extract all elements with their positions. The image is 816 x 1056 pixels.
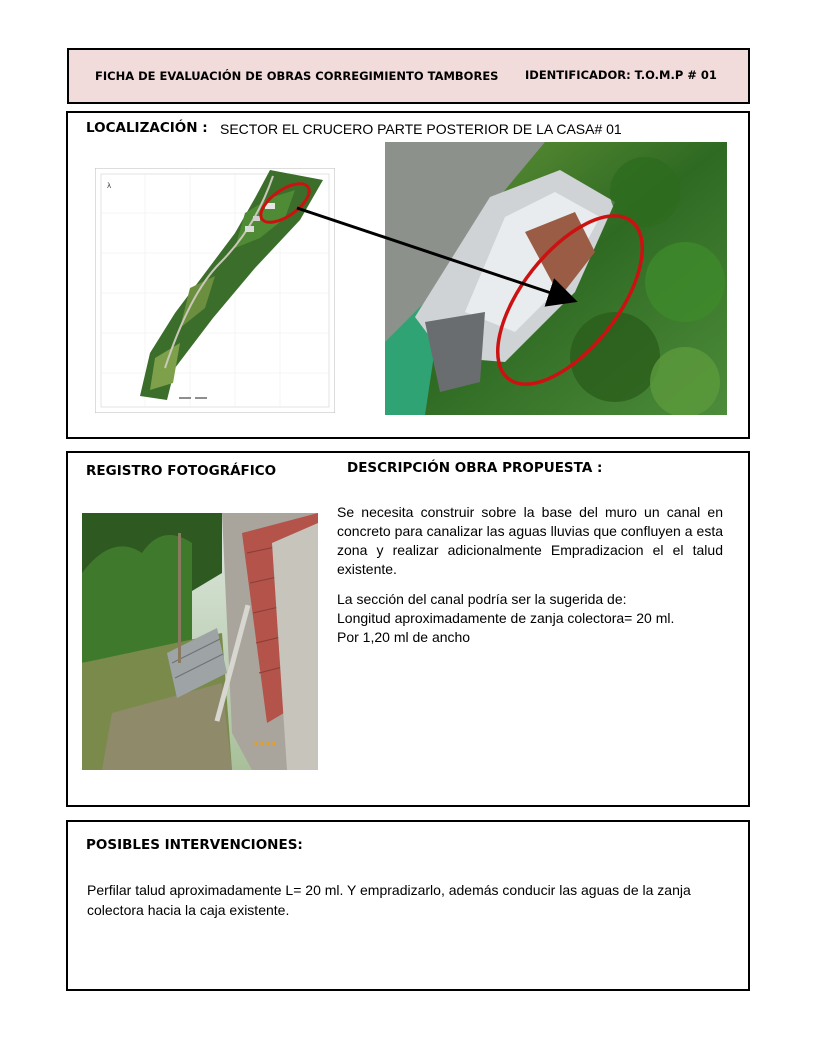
description-line: La sección del canal podría ser la sugerida de: xyxy=(337,591,627,607)
interventions-text: Perfilar talud aproximadamente L= 20 ml. Y empradizarlo, además conducir las aguas de la zanja colectora hacia la caja existente. xyxy=(87,882,691,918)
description-line: Por 1,20 ml de ancho xyxy=(337,629,471,645)
site-photo xyxy=(82,513,318,770)
interventions-label: POSIBLES INTERVENCIONES: xyxy=(86,837,303,853)
photo-record-label: REGISTRO FOTOGRÁFICO xyxy=(86,463,277,479)
site-map-image xyxy=(95,168,335,413)
description-paragraph: Se necesita construir sobre la base del muro un canal en concreto para canalizar las aguas lluvias que confluyen a esta zona y realizar adicionalmente Empradizacion el el talud existente. xyxy=(337,504,723,577)
form-identifier: IDENTIFICADOR: T.O.M.P # 01 xyxy=(525,68,717,82)
header-box xyxy=(67,48,750,104)
svg-text:λ: λ xyxy=(107,182,112,190)
form-title: FICHA DE EVALUACIÓN DE OBRAS CORREGIMIENTO TAMBORES xyxy=(95,69,499,83)
description-label: DESCRIPCIÓN OBRA PROPUESTA : xyxy=(347,460,603,476)
location-value: SECTOR EL CRUCERO PARTE POSTERIOR DE LA CASA# 01 xyxy=(220,121,622,137)
description-line: Longitud aproximadamente de zanja colectora= 20 ml. xyxy=(337,610,675,626)
svg-text:▪ ▪ ▪ ▪: ▪ ▪ ▪ ▪ xyxy=(254,740,276,747)
location-label: LOCALIZACIÓN : xyxy=(86,120,208,136)
interventions-section xyxy=(66,820,750,991)
aerial-zoom-image xyxy=(385,142,727,415)
description-text xyxy=(337,503,723,647)
